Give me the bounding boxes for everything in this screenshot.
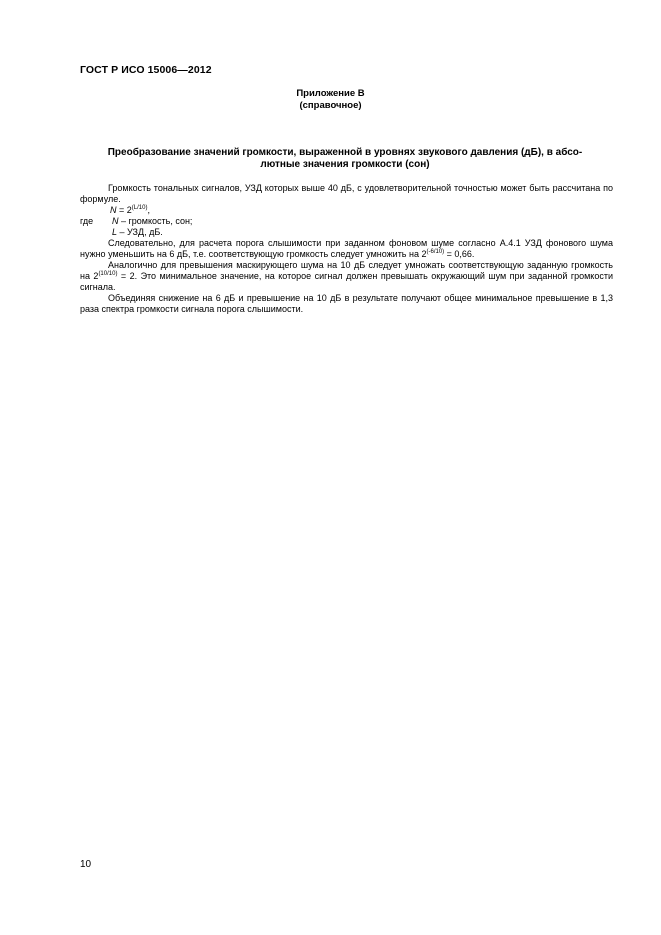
definition-n	[80, 216, 613, 227]
formula-variable-n: N	[110, 205, 117, 215]
paragraph-masking-noise	[80, 260, 613, 293]
definition-l	[80, 227, 613, 238]
section-title	[80, 147, 610, 171]
exponent-ten: (10/10)	[98, 271, 118, 277]
paragraph-hearing-threshold-text: Следовательно, для расчета порога слышимости при заданном фоновом шуме согласно А.4.1 УЗД фонового шума нужно уменьшить на 6 дБ, т.е. соответствующую громкость следует умножить на 2	[80, 238, 613, 259]
loudness-formula	[80, 205, 613, 216]
paragraph-masking-noise-result: = 2. Это минимальное значение, на которое сигнал должен превышать окружающий шум при заданной громкости сигнала.	[80, 271, 613, 292]
paragraph-masking-noise-text: Аналогично для превышения маскирующего шума на 10 дБ следует умножать соответствующую заданную громкость на 2	[80, 260, 613, 281]
section-title-line-1: Преобразование значений громкости, выраженной в уровнях звукового давления (дБ), в абсо-	[107, 147, 583, 158]
formula-comma: ,	[147, 205, 150, 215]
definition-l-variable: L	[112, 227, 118, 237]
appendix-title: Приложение В	[296, 88, 365, 99]
paragraph-hearing-threshold-result: = 0,66.	[444, 249, 475, 259]
page-number: 10	[80, 859, 92, 870]
section-title-line-2: лютные значения громкости (сон)	[260, 159, 430, 170]
document-standard-id: ГОСТ Р ИСО 15006—2012	[80, 64, 212, 76]
appendix-subtitle: (справочное)	[299, 100, 362, 111]
formula-base: = 2	[116, 205, 132, 215]
exponent-minus-six: (-6/10)	[426, 249, 445, 255]
paragraph-loudness-formula-intro: Громкость тональных сигналов, УЗД которых выше 40 дБ, с удовлетворительной точностью может быть рассчитана по формуле.	[80, 183, 613, 204]
paragraph-hearing-threshold	[80, 238, 613, 260]
definition-n-text: – громкость, сон;	[118, 216, 193, 226]
document-body	[80, 183, 613, 315]
appendix-heading	[0, 88, 661, 112]
paragraph-combined-excess: Объединяя снижение на 6 дБ и превышение на 10 дБ в результате получают общее минимальное превышение в 1,3 раза спектра громкости сигнала порога слышимости.	[80, 293, 613, 314]
formula-exponent: (L/10)	[131, 205, 148, 211]
definition-l-text: – УЗД, дБ.	[117, 227, 163, 237]
where-keyword: где	[80, 216, 94, 226]
definition-n-variable: N	[112, 216, 119, 226]
